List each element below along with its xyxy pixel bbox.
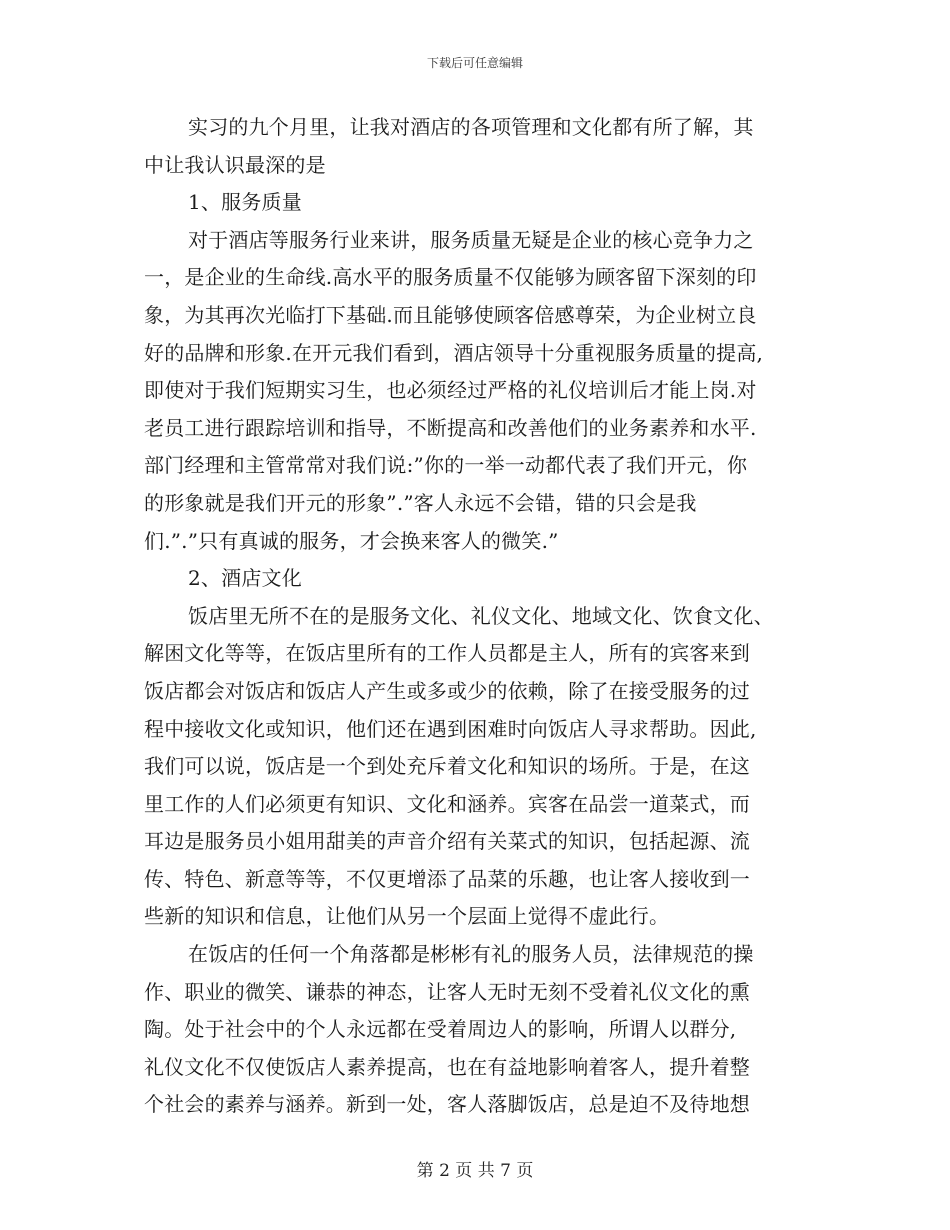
paragraph-line: 中让我认识最深的是	[144, 152, 326, 177]
paragraph-line: 我们可以说，饭店是一个到处充斥着文化和知识的场所。于是，在这	[144, 754, 750, 779]
paragraph-line: 程中接收文化或知识，他们还在遇到困难时向饭店人寻求帮助。因此,	[144, 716, 757, 741]
paragraph-line: 对于酒店等服务行业来讲，服务质量无疑是企业的核心竞争力之	[188, 227, 754, 252]
paragraph-line: 实习的九个月里，让我对酒店的各项管理和文化都有所了解，其	[188, 115, 754, 139]
section-heading: 2、酒店文化	[188, 566, 302, 591]
paragraph-line: 耳边是服务员小姐用甜美的声音介绍有关菜式的知识，包括起源、流	[144, 829, 750, 854]
paragraph-line: 传、特色、新意等等，不仅更增添了品菜的乐趣，也让客人接收到一	[144, 866, 750, 891]
paragraph-line: 饭店都会对饭店和饭店人产生或多或少的依赖，除了在接受服务的过	[144, 678, 750, 703]
paragraph-line: 好的品牌和形象.在开元我们看到，酒店领导十分重视服务质量的提高,	[144, 340, 764, 365]
paragraph-line: 饭店里无所不在的是服务文化、礼仪文化、地域文化、饮食文化、	[188, 603, 774, 628]
paragraph-line: 解困文化等等，在饭店里所有的工作人员都是主人，所有的宾客来到	[144, 641, 750, 666]
paragraph-line: 一，是企业的生命线.高水平的服务质量不仅能够为顾客留下深刻的印	[144, 265, 757, 290]
section-heading: 1、服务质量	[188, 190, 302, 215]
paragraph-line: 在饭店的任何一个角落都是彬彬有礼的服务人员，法律规范的操	[188, 942, 754, 967]
paragraph-line: 即使对于我们短期实习生，也必须经过严格的礼仪培训后才能上岗.对	[144, 378, 757, 403]
paragraph-line: 部门经理和主管常常对我们说:”你的一举一动都代表了我们开元，你	[144, 453, 748, 478]
paragraph-line: 些新的知识和信息，让他们从另一个层面上觉得不虚此行。	[144, 904, 670, 929]
document-body	[144, 109, 816, 1124]
paragraph-line: 个社会的素养与涵养。新到一处，客人落脚饭店，总是迫不及待地想	[144, 1092, 750, 1117]
paragraph-line: 们.”.”只有真诚的服务，才会换来客人的微笑.”	[144, 528, 559, 553]
page-footer: 第 2 页 共 7 页	[416, 1161, 534, 1181]
paragraph-line: 里工作的人们必须更有知识、文化和涵养。宾客在品尝一道菜式，而	[144, 791, 750, 816]
paragraph-line: 作、职业的微笑、谦恭的神态，让客人无时无刻不受着礼仪文化的熏	[144, 979, 750, 1004]
paragraph-line: 陶。处于社会中的个人永远都在受着周边人的影响，所谓人以群分,	[144, 1017, 737, 1042]
paragraph-line: 的形象就是我们开元的形象”.”客人永远不会错，错的只会是我	[144, 490, 697, 515]
paragraph-line: 礼仪文化不仅使饭店人素养提高，也在有益地影响着客人，提升着整	[144, 1054, 750, 1079]
paragraph-line: 象，为其再次光临打下基础.而且能够使顾客倍感尊荣，为企业树立良	[144, 302, 757, 327]
paragraph-line: 老员工进行跟踪培训和指导，不断提高和改善他们的业务素养和水平.	[144, 415, 757, 440]
page-header: 下载后可任意编辑	[426, 56, 523, 70]
